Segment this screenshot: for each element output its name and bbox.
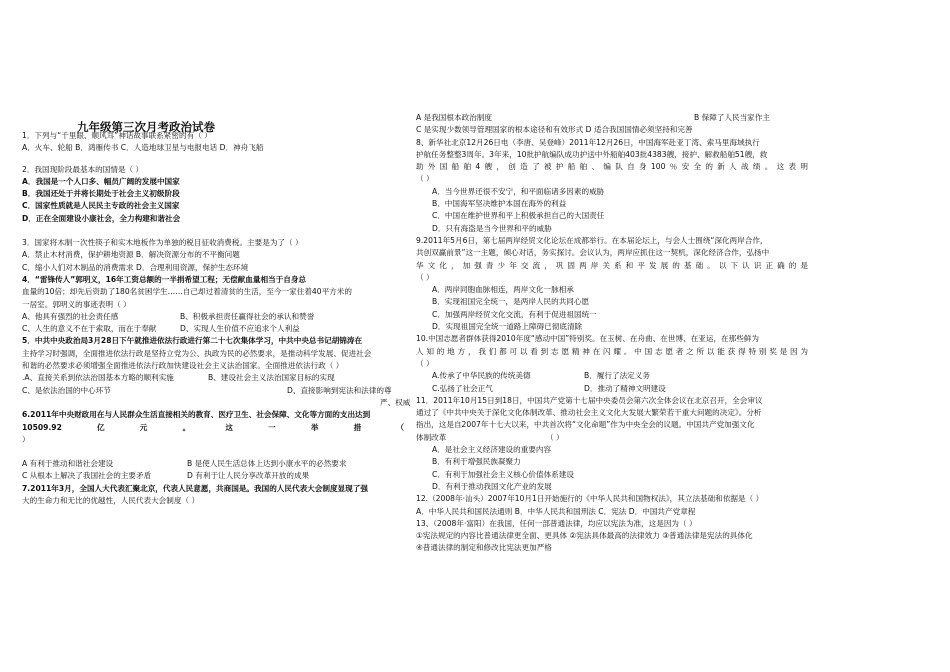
question-13: 13、（2008年·富阳）在我国，任何一部普通法律，均应以宪法为准，这是因为（ ）: [416, 518, 697, 528]
q5-option-b: B、建设社会主义法治国家目标的实现: [208, 373, 335, 383]
q8-option-a: A．当今世界还很不安宁，和平面临诸多因素的威胁: [432, 186, 605, 196]
question-11-line-4: [416, 432, 808, 444]
q4-option-b: B、积极承担责任赢得社会的承认和赞誉: [180, 311, 315, 321]
question-9-bracket: （ ）: [416, 272, 434, 282]
q13-statements-2: ④普通法律的制定和修改比宪法更加严格: [416, 543, 552, 553]
q3-options-ab: A．禁止木材消费，保护耕地资源 B．解决资源分布的不平衡问题: [22, 250, 240, 260]
question-4-line-2: 血量的10倍；却先后资助了180名贫困学生……自己却过着清贫的生活，至今一家住着40平方米的: [22, 287, 352, 297]
question-5-line-3: 和谐的必然要求必须增强全面推进依法行政加快建设社会主义法治国家。全面推进依法行政（ ）: [22, 361, 344, 371]
q5-option-d: D、直接影响到宪法和法律的尊: [287, 385, 392, 395]
q6-option-c: C 从根本上解决了我国社会的主要矛盾: [22, 471, 152, 481]
question-8-line-3: 助外国船舶4艘，创造了被护船舶、编队自身100％安全的新人战绩。这表明: [416, 162, 808, 172]
q9-option-d: D．实现祖国完全统一道路上障碍已彻底清除: [432, 322, 583, 332]
q4-option-c: C、人生的意义不在于索取，而在于奉献: [22, 324, 157, 334]
question-10-bracket: （ ）: [416, 358, 434, 368]
q6-option-d: D 有利于让人民分享改革开放的成果: [187, 471, 310, 481]
question-11-bracket: （ ）: [546, 432, 564, 442]
question-5-line-1: 5．中共中央政治局3月28日下午就推进依法行政进行第二十七次集体学习，中共中央总书记胡锦涛在: [22, 336, 363, 346]
q4-option-a: A、他具有强烈的社会责任感: [22, 311, 119, 321]
q4-option-d: D、实现人生价值不应追求个人利益: [180, 324, 300, 334]
question-9-line-1: 9.2011年5月6日，第七届两岸经贸文化论坛在成都举行。在本届论坛上，与会人士围绕“深化两岸合作，: [416, 235, 768, 245]
question-11-line-4-text: 体制改革: [416, 432, 447, 442]
question-10-line-2: 人知的地方，我们都可以看到志愿精神在闪耀。中国志愿者之所以能获得特别奖是因为: [416, 346, 808, 356]
q6-option-b: B 是使人民生活总体上达到小康水平的必然要求: [187, 459, 347, 469]
question-9-line-2: 共创双赢前景”这一主题，倾心对话，务实探讨。会议认为，两岸应抓住这一契机，深化经济合作，弘扬中: [416, 248, 770, 258]
q9-option-c: C．加强两岸经贸文化交流，有利于促进祖国统一: [432, 309, 597, 319]
q5-option-a: .A、直接关系到依法治国基本方略的顺利实施: [22, 373, 174, 383]
question-11-line-2: 通过了《中共中央关于深化文化体制改革、推动社会主义文化大发展大繁荣若干重大问题的决定》。分析: [416, 408, 762, 418]
q11-option-c: C．有利于加强社会主义核心价值体系建设: [432, 469, 574, 479]
q2-option-d: D．正在全面建设小康社会，全力构建和谐社会: [22, 213, 181, 223]
q10-options-cd: [416, 383, 808, 395]
q10-option-c: C.弘扬了社会正气: [432, 383, 493, 393]
q5-options-ab: [22, 372, 404, 384]
q7-option-b: B 保障了人民当家作主: [694, 113, 770, 122]
q7-option-a: A 是我国根本政治制度: [416, 113, 492, 122]
question-6-line-3: ）: [22, 434, 30, 444]
left-column: [22, 130, 411, 507]
question-8-line-2: 护航任务整整3周年。3年来，10批护航编队成功护送中外船舶403批4383艘，接护、解救船舶51艘，救: [416, 149, 768, 159]
q9-option-a: A．两岸同胞血脉相连，两岸文化一脉相承: [432, 285, 574, 295]
q8-option-b: B．中国海军坚决维护本国在海外的利益: [432, 199, 567, 209]
q3-options-cd: C．缩小人们对木制品的消费需求 D．合理利用资源，保护生态环境: [22, 262, 249, 272]
question-12: 12.（2008年·汕头）2007年10月1日开始施行的《中华人民共和国物权法》，其立法基础和依据是（ ）: [416, 494, 764, 504]
q6-option-a: A 有利于推动和谐社会建设: [22, 459, 114, 469]
question-5-line-2: 主持学习时强调，全面推进依法行政是坚持立党为公、执政为民的必然要求，是推动科学发展、促进社会: [22, 348, 372, 358]
question-6-line-2: 10509.92亿元。这一举措（: [22, 422, 404, 432]
question-8-line-1: 8、新华社北京12月26日电（李唐、吴登峰）2011年12月26日，中国海军赴亚丁湾、索马里海域执行: [416, 137, 760, 147]
q7-options-cd: C 是实现少数领导管理国家的根本途径和有效形式 D 适合我国国情必须坚持和完善: [416, 125, 693, 135]
q5-option-d-cont: 严、权威: [380, 397, 411, 407]
q10-option-d: D．推动了精神文明建设: [584, 383, 666, 393]
question-10-line-1: 10.中国志愿者群体获得2010年度“感动中国”特别奖。在玉树、在舟曲、在世博、在亚运，在那些鲜为: [416, 334, 760, 344]
question-4-line-1: 4．“雷锋传人”郭明义，16年工资总额的一半捐希望工程；无偿献血量相当于自身总: [22, 274, 307, 284]
question-2: 2．我国现阶段最基本的国情是（ ）: [22, 164, 144, 174]
q10-option-b: B．履行了法定义务: [584, 371, 650, 381]
question-11-line-3: 指出，这是自2007年十七大以来，中共首次将“文化命题”作为中央全会的议题。中国共产党加强文化: [416, 420, 755, 430]
exam-title: 九年级第三次月考政治试卷: [77, 120, 215, 134]
question-8-bracket: （ ）: [416, 174, 434, 184]
q6-options-ab: [22, 458, 404, 470]
q11-option-b: B．有利于增强民族凝聚力: [432, 457, 521, 467]
question-1: 1．下列与“千里眼、顺风耳”神话故事联系紧密的有（ ）: [22, 131, 212, 140]
q10-options-ab: [416, 370, 808, 382]
q9-option-b: B．实现祖国完全统一，是两岸人民的共同心愿: [432, 297, 590, 307]
q1-options: A．火车、轮船 B．鸿雁传书 C．人造地球卫星与电报电话 D．神舟飞船: [22, 143, 264, 153]
question-4-line-3: 一居室。郭明义的事迹表明（ ）: [22, 299, 131, 309]
q4-options-cd: [22, 323, 404, 335]
q11-option-a: A．是社会主义经济建设的重要内容: [432, 445, 552, 455]
q13-statements-1: ①宪法规定的内容比普通法律更全面、更具体 ②宪法具体最高的法律效力 ③普通法律是宪法的具体化: [416, 531, 753, 541]
q2-option-b: B．我国还处于并将长期处于社会主义初级阶段: [22, 189, 180, 199]
q12-options: A．中华人民共和国民法通则 B．中华人民共和国刑法 C．宪法 D．中国共产党章程: [416, 506, 696, 516]
q10-option-a: A.传承了中华民族的传统美德: [432, 371, 531, 381]
q8-option-c: C．中国在维护世界和平上积极承担自己的大国责任: [432, 211, 605, 221]
q2-option-c: C．国家性质就是人民民主专政的社会主义国家: [22, 201, 180, 211]
question-11-line-1: 11．2011年10月15日到18日，中国共产党第十七届中央委员会第六次全体会议在北京召开，全会审议: [416, 395, 763, 405]
q8-option-d: D．只有海盗是当今世界和平的威胁: [432, 223, 552, 233]
question-7-line-2: 大的生命力和无比的优越性，人民代表大会制度（ ）: [22, 496, 200, 506]
q4-options-ab: [22, 311, 404, 323]
question-9-line-3: 华文化，加强青少年交流，巩固两岸关系和平发展的基础。以下认识正确的是: [416, 260, 808, 270]
q5-option-c: C、是依法治国的中心环节: [22, 385, 111, 395]
right-column: [416, 112, 808, 555]
q11-option-d: D．有利于推动我国文化产业的发展: [432, 481, 552, 491]
q6-options-cd: [22, 470, 404, 482]
q7-options-ab: [416, 112, 808, 124]
q5-options-cd: [22, 385, 404, 397]
question-6-line-1: 6.2011年中央财政用在与人民群众生活直接相关的教育、医疗卫生、社会保障、文化等方面的支出达到: [22, 410, 371, 420]
question-7-line-1: 7.2011年3月，全国人大代表汇聚北京，代表人民意愿，共商国是。我国的人民代表大会制度显现了强: [22, 483, 368, 493]
question-3: 3．国家将木制一次性筷子和实木地板作为单独的税目征收消费税。主要是为了（ ）: [22, 238, 303, 248]
q2-option-a: A．我国是一个人口多、幅员广阔的发展中国家: [22, 176, 180, 186]
